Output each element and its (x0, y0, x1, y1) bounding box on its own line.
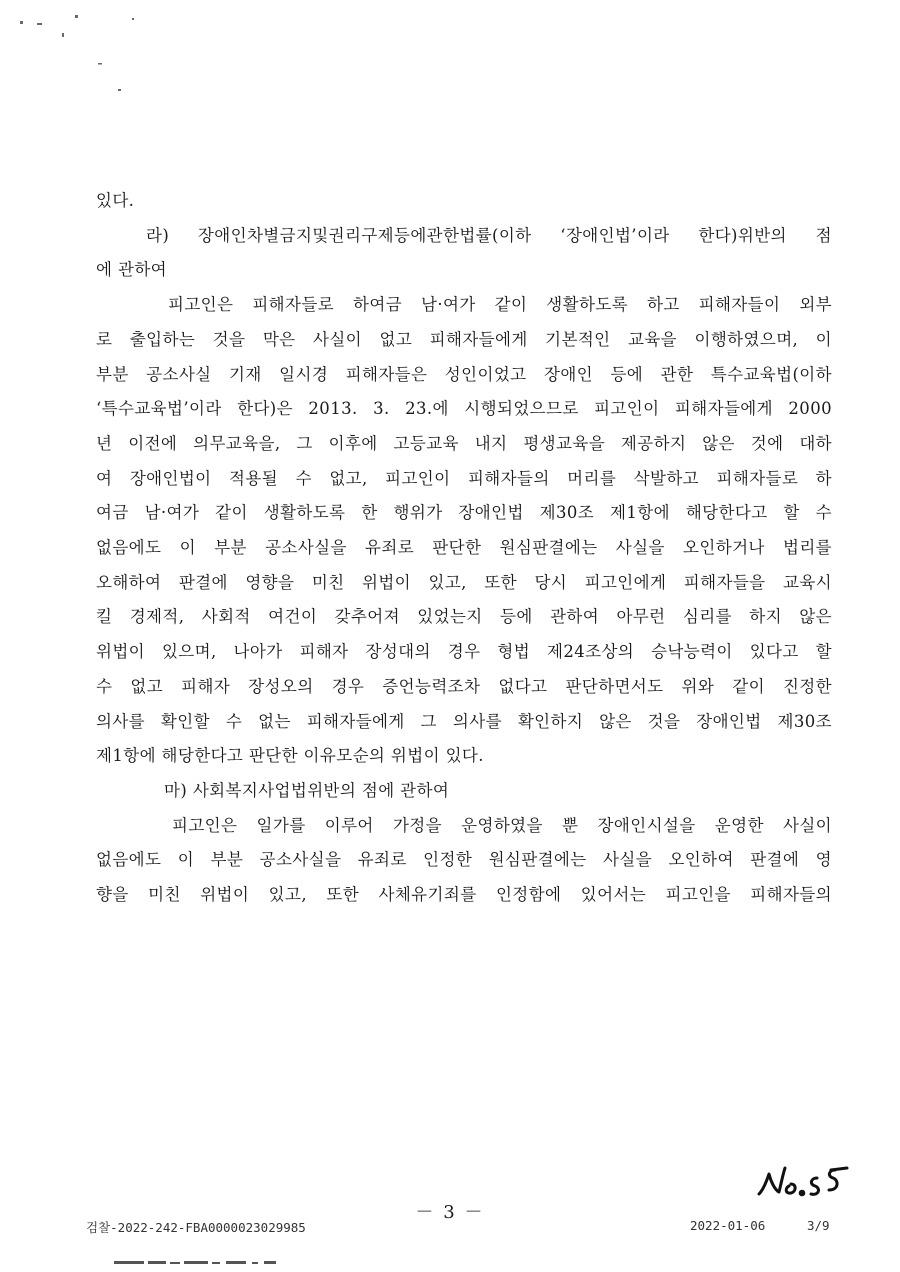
section-heading: 라) 장애인차별금지및권리구제등에관한법률(이하 ‘장애인법’이라 한다)위반의 점 (146, 225, 832, 245)
text-line: ‘특수교육법’이라 한다)은 2013. 3. 23.에 시행되었으므로 피고인이 피해자들에게 2000 (96, 399, 832, 419)
scan-artifacts (0, 0, 200, 110)
text-line: 있다. (96, 191, 135, 210)
text-line: 년 이전에 의무교육을, 그 이후에 고등교육 내지 평생교육을 제공하지 않은 것에 대하 (96, 433, 832, 453)
text-line: 피고인은 일가를 이루어 가정을 운영하였을 뿐 장애인시설을 운영한 사실이 (172, 815, 832, 835)
text-line: 로 출입하는 것을 막은 사실이 없고 피해자들에게 기본적인 교육을 이행하였으며, 이 (96, 329, 832, 349)
section-heading: 마) 사회복지사업법위반의 점에 관하여 (164, 780, 450, 800)
document-body (96, 184, 832, 913)
footer-page-count: 3/9 (807, 1218, 830, 1233)
page-number: － 3 － (415, 1202, 485, 1223)
text-line: 오해하여 판결에 영향을 미친 위법이 있고, 또한 당시 피고인에게 피해자들을 교육시 (96, 572, 832, 592)
text-line: 에 관하여 (96, 260, 168, 280)
text-line: 없음에도 이 부분 공소사실을 유죄로 판단한 원심판결에는 사실을 오인하거나 법리를 (96, 538, 832, 558)
text-line: 향을 미친 위법이 있고, 또한 사체유기죄를 인정함에 있어서는 피고인을 피해자들의 (96, 885, 832, 905)
text-line: 부분 공소사실 기재 일시경 피해자들은 성인이었고 장애인 등에 관한 특수교육법(이하 (96, 364, 832, 384)
text-line: 수 없고 피해자 장성오의 경우 증언능력조차 없다고 판단하면서도 위와 같이 진정한 (96, 676, 832, 696)
text-line: 킬 경제적, 사회적 여건이 갖추어져 있었는지 등에 관하여 아무런 심리를 하지 않은 (96, 607, 832, 627)
text-line: 피고인은 피해자들로 하여금 남·여가 같이 생활하도록 하고 피해자들이 외부 (168, 295, 832, 315)
text-line: 의사를 확인할 수 없는 피해자들에게 그 의사를 확인하지 않은 것을 장애인법 제30조 (96, 711, 832, 731)
text-line: 여금 남·여가 같이 생활하도록 한 행위가 장애인법 제30조 제1항에 해당한다고 할 수 (96, 503, 832, 523)
text-line: 제1항에 해당한다고 판단한 이유모순의 위법이 있다. (96, 746, 484, 766)
footer-document-id: 검찰-2022-242-FBA0000023029985 (86, 1220, 306, 1235)
footer-date: 2022-01-06 (690, 1218, 766, 1233)
text-line: 여 장애인법이 적용될 수 없고, 피고인이 피해자들의 머리를 삭발하고 피해자들로 하 (96, 468, 832, 488)
text-line: 위법이 있으며, 나아가 피해자 장성대의 경우 형법 제24조상의 승낙능력이 있다고 할 (96, 642, 832, 662)
text-line: 없음에도 이 부분 공소사실을 유죄로 인정한 원심판결에는 사실을 오인하여 판결에 영 (96, 850, 832, 870)
scan-barcode-strip (114, 1260, 284, 1266)
